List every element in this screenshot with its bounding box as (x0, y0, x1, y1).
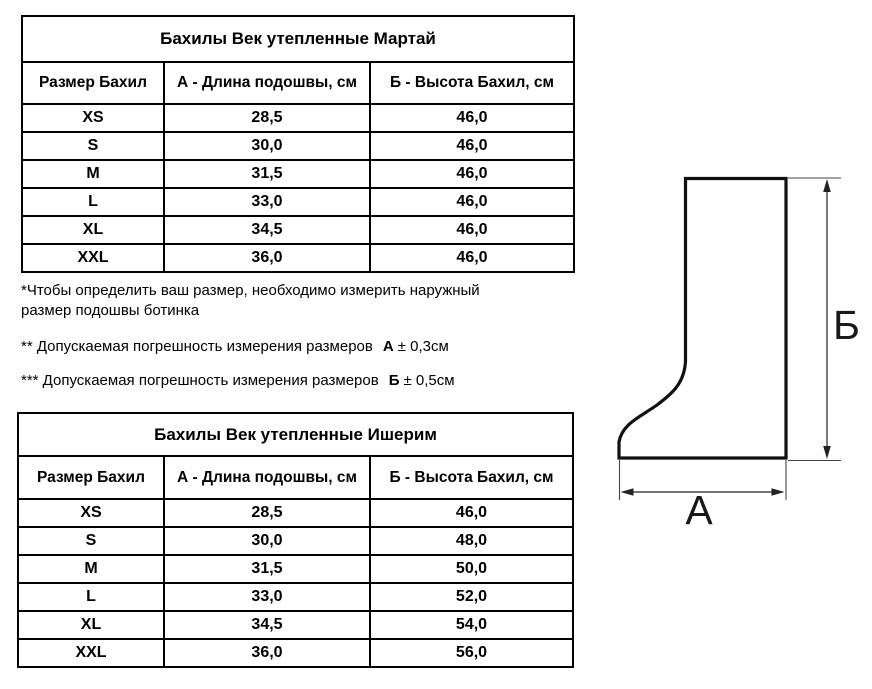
length-dimension-label: А (685, 487, 713, 533)
table-cell: L (18, 583, 164, 611)
arrow-right-icon (772, 488, 785, 496)
table-cell: 33,0 (164, 188, 370, 216)
table-row (22, 104, 574, 132)
column-header-size: Размер Бахил (22, 62, 164, 104)
table-header-row (22, 62, 574, 104)
size-table-martai (21, 15, 575, 273)
table-header-row (18, 456, 573, 499)
note-tolerance-a-text: ** Допускаемая погрешность измерения размеров (21, 338, 373, 355)
table-cell: 31,5 (164, 555, 370, 583)
column-header-sole-length: А - Длина подошвы, см (164, 456, 370, 499)
table-cell: 46,0 (370, 132, 574, 160)
table-title-row (22, 16, 574, 62)
table-cell: 30,0 (164, 132, 370, 160)
boot-outline (619, 179, 786, 459)
table-cell: 48,0 (370, 527, 573, 555)
table-cell: 46,0 (370, 188, 574, 216)
table-cell: 34,5 (164, 216, 370, 244)
column-header-sole-length: А - Длина подошвы, см (164, 62, 370, 104)
size-table-isherim (17, 412, 574, 668)
table-cell: 36,0 (164, 244, 370, 272)
height-dimension-label: Б (833, 302, 860, 348)
table-row (18, 527, 573, 555)
table-cell: 36,0 (164, 639, 370, 667)
arrow-up-icon (823, 179, 831, 192)
boot-diagram (590, 150, 872, 539)
note-tolerance-a-letter: А (382, 338, 394, 355)
note-tolerance-a (21, 337, 521, 357)
table-cell: 34,5 (164, 611, 370, 639)
column-header-boot-height: Б - Высота Бахил, см (370, 62, 574, 104)
table-cell: 28,5 (164, 104, 370, 132)
table-cell: XXL (22, 244, 164, 272)
arrow-down-icon (823, 446, 831, 459)
table-cell: S (22, 132, 164, 160)
note-measure: *Чтобы определить ваш размер, необходимо измерить наружный размер подошвы ботинка (21, 282, 480, 319)
table-row (18, 639, 573, 667)
table-cell: 46,0 (370, 216, 574, 244)
table-title-isherim: Бахилы Век утепленные Ишерим (18, 413, 573, 456)
table-body-isherim (18, 499, 573, 667)
table-cell: 31,5 (164, 160, 370, 188)
table-cell: 46,0 (370, 244, 574, 272)
table-body-martai (22, 104, 574, 272)
note-tolerance-a-value: ± 0,3см (397, 338, 449, 355)
table-row (18, 499, 573, 527)
table-cell: S (18, 527, 164, 555)
table-cell: 46,0 (370, 499, 573, 527)
table-cell: 30,0 (164, 527, 370, 555)
table-cell: 54,0 (370, 611, 573, 639)
table-row (18, 583, 573, 611)
table-cell: XXL (18, 639, 164, 667)
column-header-boot-height: Б - Высота Бахил, см (370, 456, 573, 499)
table-cell: 52,0 (370, 583, 573, 611)
table-cell: 50,0 (370, 555, 573, 583)
table-row (18, 555, 573, 583)
table-cell: 33,0 (164, 583, 370, 611)
table-row (22, 132, 574, 160)
table-cell: XS (22, 104, 164, 132)
arrow-left-icon (621, 488, 634, 496)
table-cell: XS (18, 499, 164, 527)
note-tolerance-b (21, 371, 521, 391)
footnotes (21, 281, 521, 405)
column-header-size: Размер Бахил (18, 456, 164, 499)
table-row (22, 216, 574, 244)
table-row (22, 244, 574, 272)
table-title-row (18, 413, 573, 456)
table-cell: XL (18, 611, 164, 639)
table-cell: 46,0 (370, 104, 574, 132)
table-row (18, 611, 573, 639)
table-row (22, 160, 574, 188)
table-title-martai: Бахилы Век утепленные Мартай (22, 16, 574, 62)
table-cell: M (22, 160, 164, 188)
table-cell: L (22, 188, 164, 216)
table-cell: 56,0 (370, 639, 573, 667)
table-cell: 46,0 (370, 160, 574, 188)
table-row (22, 188, 574, 216)
table-cell: 28,5 (164, 499, 370, 527)
note-tolerance-b-text: *** Допускаемая погрешность измерения размеров (21, 372, 379, 389)
table-cell: XL (22, 216, 164, 244)
note-tolerance-b-value: ± 0,5см (403, 372, 455, 389)
table-cell: M (18, 555, 164, 583)
note-tolerance-b-letter: Б (388, 372, 400, 389)
